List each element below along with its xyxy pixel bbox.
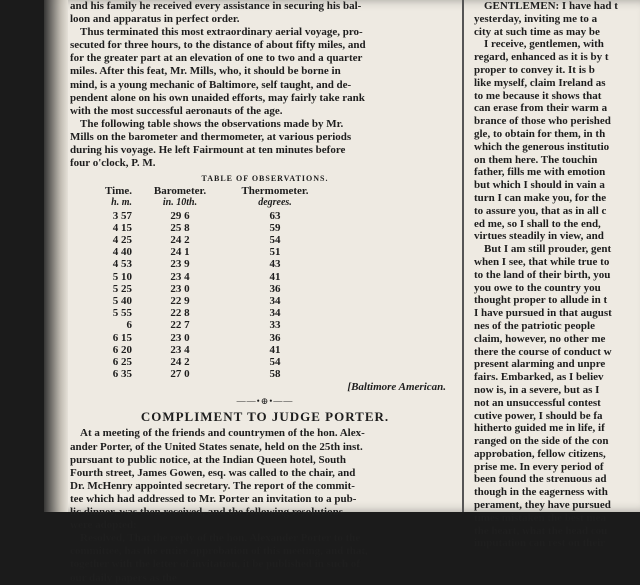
barometer-cell: 23 4 bbox=[170, 270, 190, 283]
ornamental-divider: ——•⊕•—— bbox=[236, 396, 294, 407]
article-column-left bbox=[70, 0, 460, 584]
text-line: Resolved, That the reply of the hon. Alexander Porter to the bbox=[80, 532, 361, 545]
thermometer-cell: 51 bbox=[269, 246, 281, 259]
text-line: ander Porter, of the United States senate, held on the 25th inst. bbox=[70, 440, 363, 453]
text-line: hitherto guided me in life, if bbox=[474, 422, 605, 435]
table-row bbox=[70, 356, 460, 368]
barometer-cell: 23 9 bbox=[170, 258, 190, 271]
thermometer-cell: 41 bbox=[269, 343, 281, 356]
header-time: Time. bbox=[105, 185, 132, 198]
page-binding-shadow bbox=[44, 0, 68, 512]
judge-porter-article-text bbox=[70, 427, 460, 584]
column-rule bbox=[462, 0, 464, 512]
text-line: approbation, fellow citizens, bbox=[474, 447, 606, 460]
text-line: lic dinner, was then received, and the following resolutions bbox=[70, 506, 343, 519]
table-row bbox=[70, 307, 460, 319]
thermometer-cell: 34 bbox=[269, 295, 281, 308]
text-line: pursuant to public notice, at the Indian Queen hotel, South bbox=[70, 453, 346, 466]
barometer-cell: 24 2 bbox=[170, 356, 190, 369]
barometer-cell: 24 1 bbox=[170, 246, 190, 259]
time-cell: 4 25 bbox=[112, 234, 132, 247]
text-line: Dr. McHenry appointed secretary. The report of the commit- bbox=[70, 479, 355, 492]
text-line: times mistaken the best mea bbox=[474, 511, 606, 524]
text-line: gle, to obtain for them, in th bbox=[474, 127, 606, 140]
text-line: four o'clock, P. M. bbox=[70, 157, 156, 170]
time-cell: 5 55 bbox=[112, 307, 132, 320]
text-line: fairs. Embarked, as I believ bbox=[474, 371, 604, 384]
barometer-cell: 25 8 bbox=[170, 221, 190, 234]
text-line: tee which had addressed to Mr. Porter an invitation to a pub- bbox=[70, 492, 357, 505]
text-line: committee, has the entire approbation of this meeting, and that, bbox=[70, 545, 368, 558]
text-line: to me because it shows that bbox=[474, 89, 602, 102]
text-line: were adopted: bbox=[70, 519, 137, 532]
text-line: ranged on the side of the con bbox=[474, 435, 609, 448]
text-line: to the land of their birth, you bbox=[474, 268, 611, 281]
table-row bbox=[70, 210, 460, 222]
table-row bbox=[70, 319, 460, 331]
time-cell: 5 10 bbox=[112, 270, 132, 283]
text-line: but which I should in vain a bbox=[474, 179, 605, 192]
text-line: our daily papers as the bbox=[70, 571, 177, 584]
barometer-cell: 27 0 bbox=[170, 368, 190, 381]
text-line: loon and apparatus in perfect order. bbox=[70, 13, 240, 26]
text-line: for the greater part at an elevation of one to two and a quarter bbox=[70, 52, 363, 65]
barometer-cell: 22 8 bbox=[170, 307, 190, 320]
time-cell: 6 25 bbox=[112, 356, 132, 369]
table-row bbox=[70, 283, 460, 295]
barometer-cell: 23 0 bbox=[170, 331, 190, 344]
text-line: like myself, claim Ireland as bbox=[474, 76, 606, 89]
time-cell: 4 40 bbox=[112, 246, 132, 259]
time-cell: 6 20 bbox=[112, 343, 132, 356]
text-line: prise me. In every period of bbox=[474, 460, 604, 473]
time-cell: 3 57 bbox=[112, 209, 132, 222]
text-line: father, fills me with emotion bbox=[474, 166, 606, 179]
text-line: imputation can rest on their bbox=[474, 537, 606, 550]
text-line: virtues steadily in view, and bbox=[474, 230, 604, 243]
time-cell: 4 15 bbox=[112, 221, 132, 234]
text-line: ed me, so I shall to the end, bbox=[474, 217, 601, 230]
time-cell: 6 35 bbox=[112, 368, 132, 381]
text-line: But I am still prouder, gent bbox=[484, 243, 612, 256]
time-cell: 5 40 bbox=[112, 295, 132, 308]
header-barometer: Barometer. bbox=[153, 185, 207, 198]
thermometer-cell: 59 bbox=[269, 221, 281, 234]
text-line: there the course of conduct w bbox=[474, 345, 612, 358]
table-row bbox=[70, 332, 460, 344]
text-line: secuted for three hours, to the distance of about fifty miles, and bbox=[70, 39, 366, 52]
table-row bbox=[70, 295, 460, 307]
observations-table-body bbox=[70, 210, 460, 381]
text-line: can erase from their warm a bbox=[474, 102, 608, 115]
text-line: The following table shows the observations made by Mr. bbox=[80, 117, 344, 130]
text-line: not an unsuccessful contest bbox=[474, 396, 601, 409]
barometer-cell: 23 4 bbox=[170, 343, 190, 356]
text-line: I receive, gentlemen, with bbox=[484, 38, 604, 51]
table-row bbox=[70, 271, 460, 283]
text-line: nes of the patriotic people bbox=[474, 319, 595, 332]
thermometer-cell: 41 bbox=[269, 270, 281, 283]
table-subheader-row bbox=[70, 197, 460, 209]
barometer-cell: 24 2 bbox=[170, 234, 190, 247]
text-line: been found the strenuous ad bbox=[474, 473, 607, 486]
time-cell: 6 bbox=[126, 319, 132, 332]
text-line: now is, in a severe, but as I bbox=[474, 383, 600, 396]
text-line: mind, is a young mechanic of Baltimore, self taught, and de- bbox=[70, 78, 352, 91]
text-line: you owe to the country you bbox=[474, 281, 601, 294]
thermometer-cell: 63 bbox=[269, 209, 281, 222]
table-row bbox=[70, 246, 460, 258]
text-line: together with the letter of invitation, it be published in such of bbox=[70, 558, 360, 571]
text-line: Thus terminated this most extraordinary aerial voyage, pro- bbox=[80, 26, 363, 39]
header-thermometer: Thermometer. bbox=[241, 185, 309, 198]
text-line: the heart, what the head cou bbox=[474, 524, 608, 537]
text-line: on them here. The touchin bbox=[474, 153, 598, 166]
text-line: At a meeting of the friends and countrymen of the hon. Alex- bbox=[80, 427, 365, 440]
text-line: present alarming and unpre bbox=[474, 358, 606, 371]
thermometer-cell: 43 bbox=[269, 258, 281, 271]
table-row bbox=[70, 368, 460, 380]
balloon-voyage-text bbox=[70, 0, 460, 170]
letter-text bbox=[474, 0, 640, 550]
barometer-cell: 29 6 bbox=[170, 209, 190, 222]
source-credit: [Baltimore American. bbox=[347, 381, 446, 394]
text-line: when I see, that while true to bbox=[474, 255, 610, 268]
text-line: and his family he received every assistance in securing his bal- bbox=[70, 0, 362, 12]
text-line: miles. After this feat, Mr. Mills, who, it should be borne in bbox=[70, 65, 341, 78]
thermometer-cell: 33 bbox=[269, 319, 281, 332]
text-line: with the most successful aeronauts of the age. bbox=[70, 104, 283, 117]
text-line: thought proper to allude in t bbox=[474, 294, 608, 307]
text-line: claim, however, no other me bbox=[474, 332, 606, 345]
text-line: Fourth street, James Gowen, esq. was called to the chair, and bbox=[70, 466, 356, 479]
thermometer-cell: 54 bbox=[269, 356, 281, 369]
text-line: pendent alone on his own unaided efforts, may fairly take rank bbox=[70, 91, 365, 104]
text-line: turn I can make you, for the bbox=[474, 191, 607, 204]
text-line: though in the eagerness with bbox=[474, 486, 608, 499]
subheader-barometer: in. 10th. bbox=[162, 197, 198, 209]
text-line: I have pursued in that august bbox=[474, 307, 612, 320]
barometer-cell: 22 7 bbox=[170, 319, 190, 332]
text-line: city at such time as may be bbox=[474, 25, 600, 38]
text-line: perament, they have pursued bbox=[474, 499, 611, 512]
table-row bbox=[70, 258, 460, 270]
subheader-thermometer: degrees. bbox=[258, 197, 292, 209]
subheader-time: h. m. bbox=[111, 197, 132, 209]
text-line: GENTLEMEN: I have had t bbox=[484, 0, 618, 12]
thermometer-cell: 34 bbox=[269, 307, 281, 320]
table-row bbox=[70, 222, 460, 234]
text-line: which the generous institutio bbox=[474, 140, 610, 153]
table-header-row bbox=[70, 185, 460, 197]
table-row bbox=[70, 234, 460, 246]
text-line: during his voyage. He left Fairmount at ten minutes before bbox=[70, 144, 346, 157]
article-column-right bbox=[474, 0, 640, 550]
text-line: brance of those who perished bbox=[474, 115, 611, 128]
thermometer-cell: 36 bbox=[269, 331, 281, 344]
barometer-cell: 23 0 bbox=[170, 282, 190, 295]
thermometer-cell: 58 bbox=[269, 368, 281, 381]
text-line: yesterday, inviting me to a bbox=[474, 12, 598, 25]
article-headline: COMPLIMENT TO JUDGE PORTER. bbox=[140, 409, 390, 425]
text-line: Mills on the barometer and thermometer, at various periods bbox=[70, 130, 352, 143]
thermometer-cell: 36 bbox=[269, 282, 281, 295]
barometer-cell: 22 9 bbox=[170, 295, 190, 308]
time-cell: 5 25 bbox=[112, 282, 132, 295]
text-line: proper to convey it. It is b bbox=[474, 63, 595, 76]
thermometer-cell: 54 bbox=[269, 234, 281, 247]
time-cell: 4 53 bbox=[112, 258, 132, 271]
text-line: regard, enhanced as it is by t bbox=[474, 51, 609, 64]
time-cell: 6 15 bbox=[112, 331, 132, 344]
table-row bbox=[70, 344, 460, 356]
text-line: to assure you, that as in all c bbox=[474, 204, 607, 217]
table-title: TABLE OF OBSERVATIONS. bbox=[201, 174, 329, 184]
text-line: cutive power, I should be fa bbox=[474, 409, 603, 422]
